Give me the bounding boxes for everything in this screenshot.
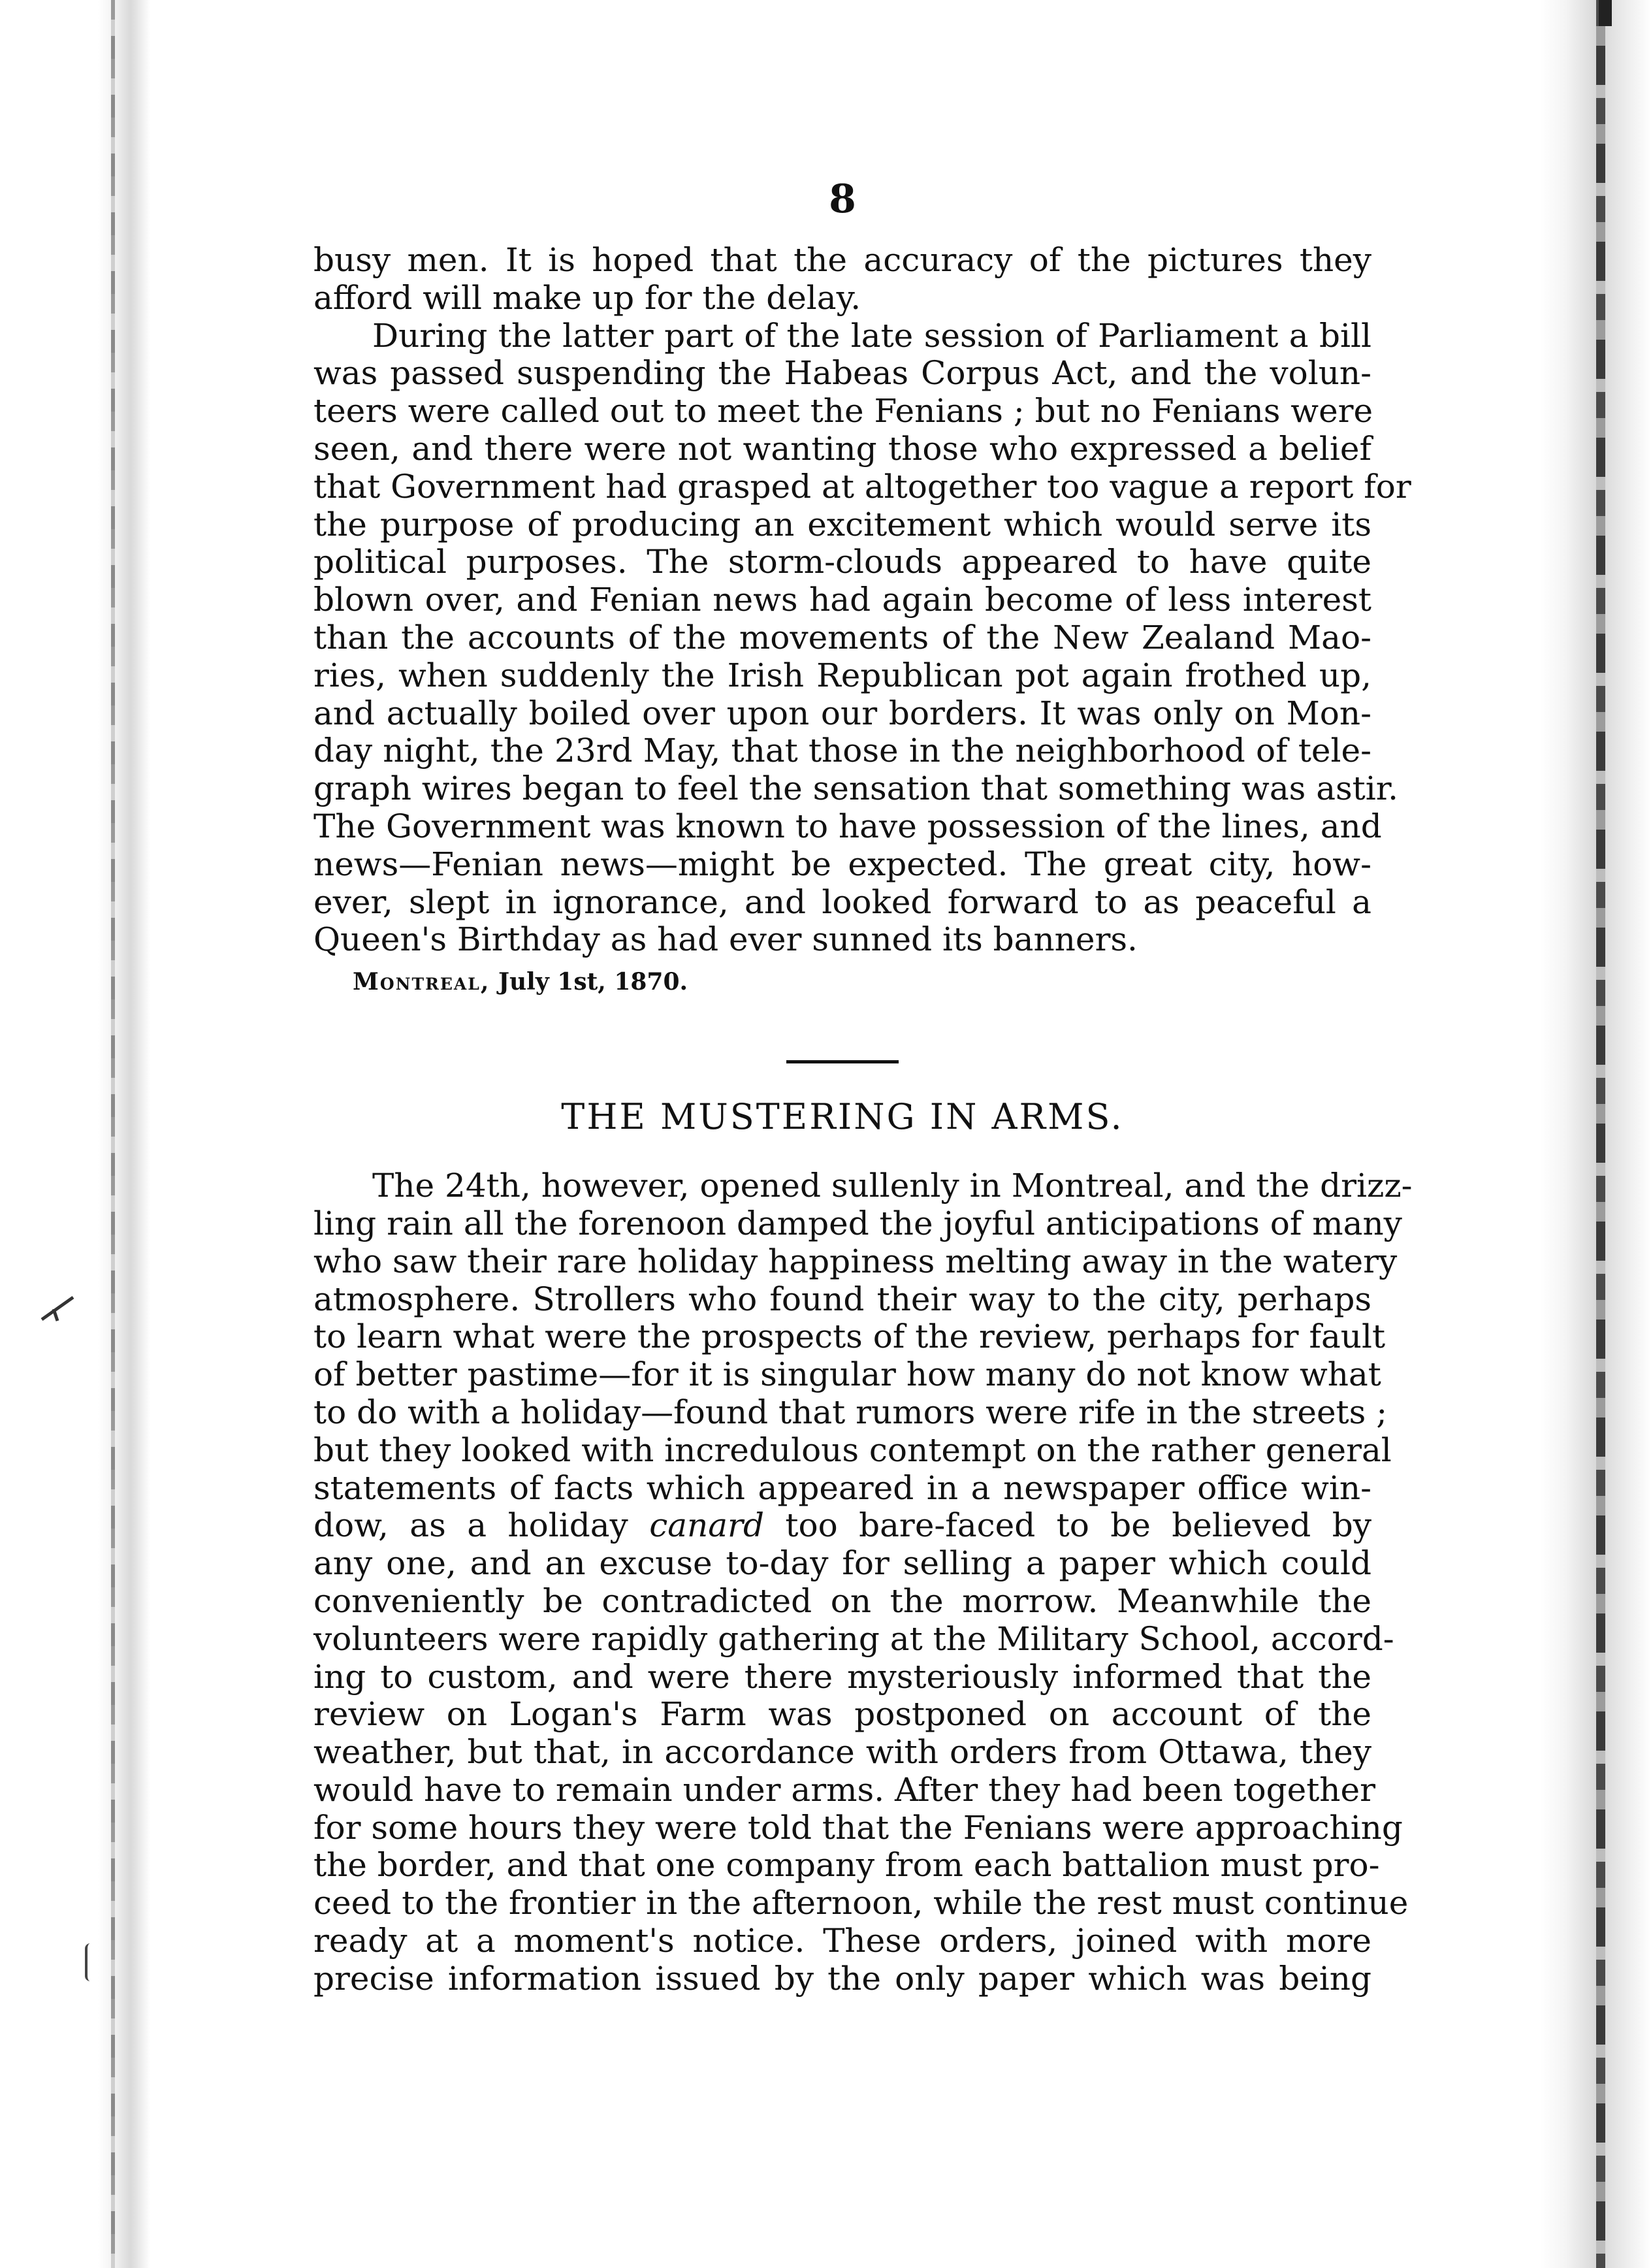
section-divider xyxy=(786,1060,899,1063)
page-number: 8 xyxy=(829,176,856,222)
text-line: but they looked with incredulous contempt on the rather general xyxy=(313,1431,1392,1469)
text-line: news—Fenian news—might be expected. The great city, how- xyxy=(313,845,1371,883)
dateline xyxy=(353,965,1371,998)
text-line: of better pastime—for it is singular how many do not know what xyxy=(313,1355,1381,1394)
text-segment: dow, as a holiday xyxy=(313,1506,650,1545)
paragraph-mustering xyxy=(313,1167,1413,1998)
section-heading: THE MUSTERING IN ARMS. xyxy=(561,1096,1124,1138)
text-line: ing to custom, and were there mysteriously informed that the xyxy=(313,1657,1371,1696)
margin-mark xyxy=(40,1293,74,1322)
text-line: Queen's Birthday as had ever sunned its banners. xyxy=(313,920,1138,959)
text-line xyxy=(313,1507,1371,1545)
text-line: the purpose of producing an excitement which would serve its xyxy=(313,505,1371,543)
text-line: ready at a moment's notice. These orders, joined with more xyxy=(313,1922,1371,1960)
text-line: political purposes. The storm-clouds appeared to have quite xyxy=(313,543,1371,581)
italic-word: canard xyxy=(649,1506,764,1545)
text-line: was passed suspending the Habeas Corpus Act, and the volun- xyxy=(313,354,1371,393)
text-line: ever, slept in ignorance, and looked forward to as peaceful a xyxy=(313,883,1371,921)
text-line: to learn what were the prospects of the review, perhaps for fault xyxy=(313,1318,1386,1356)
text-line: who saw their rare holiday happiness melting away in the watery xyxy=(313,1242,1398,1280)
text-line: busy men. It is hoped that the accuracy of the pictures they xyxy=(313,241,1371,279)
text-segment: too bare-faced to be believed by xyxy=(763,1506,1371,1545)
scan-left-shadow xyxy=(111,0,115,2268)
text-line: review on Logan's Farm was postponed on account of the xyxy=(313,1695,1371,1734)
text-line: afford will make up for the delay. xyxy=(313,278,861,317)
text-line: ries, when suddenly the Irish Republican pot again frothed up, xyxy=(313,656,1371,694)
text-line: for some hours they were told that the Fenians were approaching xyxy=(313,1808,1403,1847)
text-line: precise information issued by the only paper which was being xyxy=(313,1959,1371,1998)
text-line: ling rain all the forenoon damped the joyful anticipations of many xyxy=(313,1204,1402,1242)
text-line: that Government had grasped at altogether too vague a report for xyxy=(313,467,1411,506)
scan-right-edge xyxy=(1540,0,1651,2268)
text-line: blown over, and Fenian news had again become of less interest xyxy=(313,581,1371,619)
scan-left-edge xyxy=(0,0,150,2268)
text-line: weather, but that, in accordance with orders from Ottawa, they xyxy=(313,1733,1371,1772)
margin-bracket xyxy=(85,1943,95,1981)
text-line: ceed to the frontier in the afternoon, while the rest must continue xyxy=(313,1884,1409,1922)
paragraph-continued xyxy=(313,242,1371,317)
text-line: The 24th, however, opened sullenly in Montreal, and the drizz- xyxy=(372,1167,1413,1205)
text-line: any one, and an excuse to-day for selling a paper which could xyxy=(313,1544,1371,1583)
text-line: graph wires began to feel the sensation that something was astir. xyxy=(313,770,1399,808)
text-line: than the accounts of the movements of the New Zealand Mao- xyxy=(313,618,1371,656)
text-line: day night, the 23rd May, that those in the neighborhood of tele- xyxy=(313,732,1371,770)
text-line: statements of facts which appeared in a newspaper office win- xyxy=(313,1468,1371,1507)
text-line: would have to remain under arms. After they had been together xyxy=(313,1770,1376,1809)
dateline-date: July 1st, 1870. xyxy=(498,968,688,996)
text-line: to do with a holiday—found that rumors were rife in the streets ; xyxy=(313,1393,1388,1431)
text-line: seen, and there were not wanting those who expressed a belief xyxy=(313,429,1371,468)
dateline-place: Montreal, xyxy=(353,968,490,996)
text-line: and actually boiled over upon our borders. It was only on Mon- xyxy=(313,694,1371,732)
scan-right-corner xyxy=(1599,0,1612,26)
text-line: conveniently be contradicted on the morrow. Meanwhile the xyxy=(313,1581,1371,1620)
scan-right-shadow xyxy=(1596,0,1605,2268)
paragraph-parliament xyxy=(313,316,1411,960)
text-line: volunteers were rapidly gathering at the Military School, accord- xyxy=(313,1619,1394,1658)
text-line: teers were called out to meet the Fenians ; but no Fenians were xyxy=(313,392,1373,430)
text-line: atmosphere. Strollers who found their way to the city, perhaps xyxy=(313,1280,1371,1318)
text-line: the border, and that one company from each battalion must pro- xyxy=(313,1846,1380,1885)
page-content xyxy=(313,176,1413,1998)
text-line: During the latter part of the late session of Parliament a bill xyxy=(372,316,1371,355)
text-line: The Government was known to have possession of the lines, and xyxy=(313,807,1382,845)
